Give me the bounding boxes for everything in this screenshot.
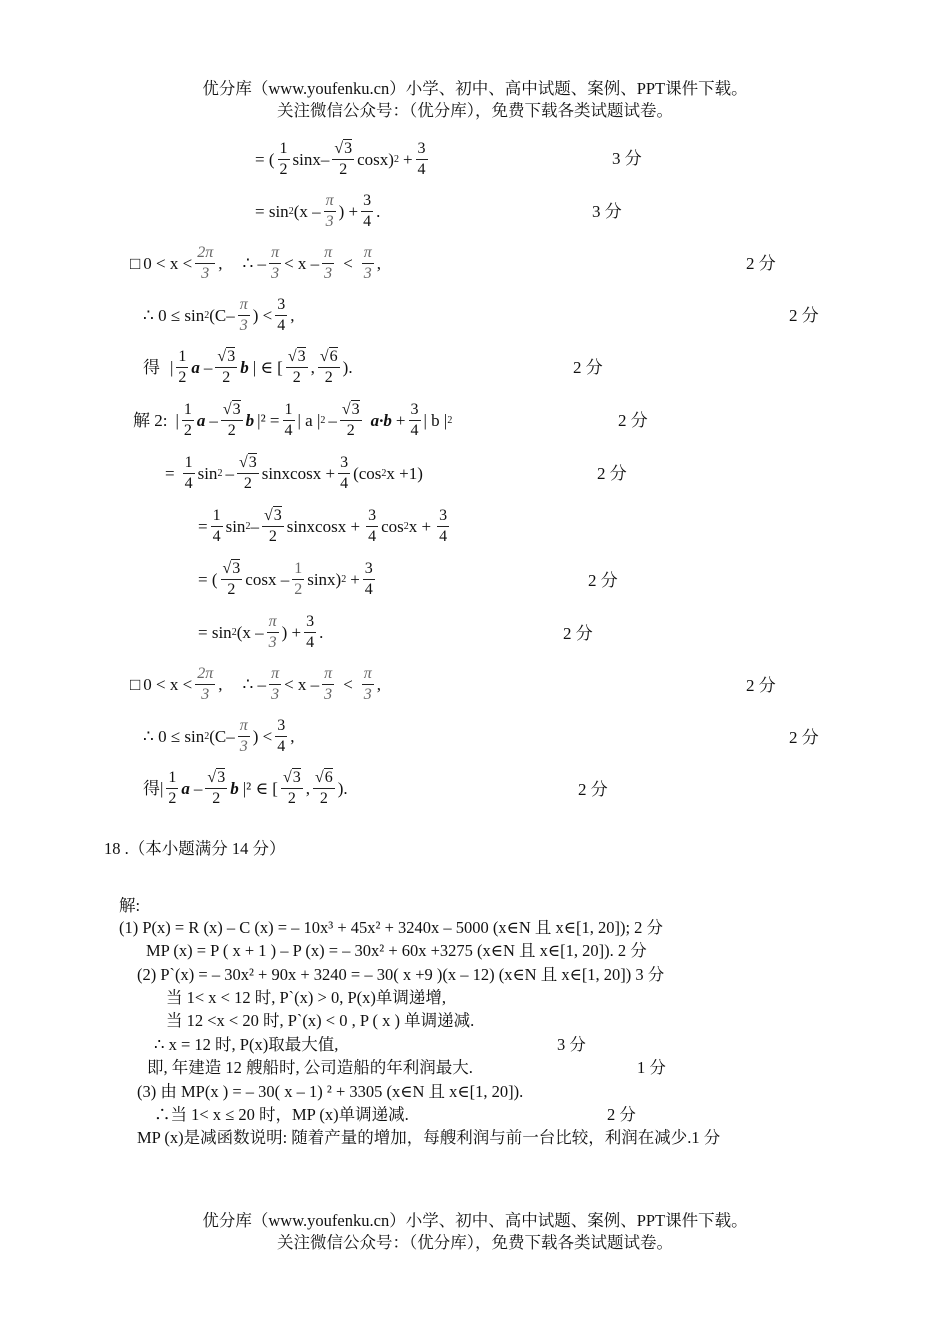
text: a (196, 411, 206, 430)
fraction: $\frac{3}{4}$ (363, 192, 372, 230)
text: , (305, 779, 310, 798)
text: , (376, 254, 382, 273)
page-header (0, 78, 950, 122)
fraction: $\frac{3}{4}$ (340, 454, 349, 492)
solution-line: 当 1< x < 12 时, P`(x) > 0, P(x)单调递增, (166, 988, 446, 1007)
text: ) + (281, 623, 302, 642)
text: sinx) (307, 570, 342, 589)
text: = (165, 464, 175, 483)
text: – (193, 779, 203, 798)
text: |² ∈ [ (242, 779, 278, 798)
fraction: $\frac{√3}{2}$ (222, 560, 241, 598)
fraction: $\frac{1}{4}$ (184, 454, 193, 492)
fraction: $\frac{3}{4}$ (368, 507, 377, 545)
fraction: $\frac{3}{4}$ (410, 401, 419, 439)
fraction: $\frac{1}{4}$ (212, 507, 221, 545)
eq-row-7: = $\frac{1}{4}$ sin 2 – $\frac{√3}{2}$ sinxcosx + $\frac{3}{4}$ (cos 2 x +1) (165, 454, 423, 492)
text: + (350, 570, 360, 589)
fraction: $\frac{√3}{2}$ (217, 348, 236, 386)
text: ). (342, 358, 353, 377)
fraction: $\frac{\pi}{3}$ (239, 296, 248, 334)
eq-row-8: = $\frac{1}{4}$ sin 2 – $\frac{√3}{2}$ sinxcosx + $\frac{3}{4}$ cos 2 x + $\frac{3}{4}$ (198, 507, 448, 545)
fraction: $\frac{3}{4}$ (277, 717, 286, 755)
fraction: $\frac{3}{4}$ (439, 507, 448, 545)
fraction: $\frac{\pi}{3}$ (324, 665, 333, 703)
fraction: $\frac{\pi}{3}$ (363, 665, 372, 703)
solution-line: (3) 由 MP(x ) = – 30( x – 1) ² + 3305 (x∈N 且 x∈[1, 20]). (137, 1082, 524, 1101)
solution-line: ∴ x = 12 时, P(x)取最大值, (154, 1035, 339, 1054)
fraction: $\frac{3}{4}$ (306, 613, 315, 651)
fraction: $\frac{2\pi}{3}$ (197, 665, 214, 703)
text: = ( (255, 150, 275, 169)
text: b (230, 779, 239, 798)
fraction: $\frac{3}{4}$ (417, 140, 426, 178)
text: , (290, 306, 295, 325)
fraction: $\frac{\pi}{3}$ (271, 665, 280, 703)
fraction: $\frac{√3}{2}$ (282, 769, 301, 807)
text: , (218, 675, 223, 694)
header-line-2: 关注微信公众号：（优分库），免费下载各类试题试卷。 (277, 101, 673, 120)
text: cosx – (245, 570, 290, 589)
text: ) < (252, 727, 273, 746)
score: 3 分 (557, 1035, 586, 1054)
fraction: $\frac{√3}{2}$ (287, 348, 306, 386)
score: 1 分 (637, 1058, 666, 1077)
text: < x – (284, 254, 320, 273)
text: ∴ – (242, 675, 267, 694)
score: 3 分 (612, 149, 642, 168)
fraction: $\frac{\pi}{3}$ (268, 613, 277, 651)
text: , (290, 727, 295, 746)
solution-line: (1) P(x) = R (x) – C (x) = – 10x³ + 45x² + 3240x – 5000 (x∈N 且 x∈[1, 20]); 2 分 (119, 918, 664, 937)
eq-row-6: 解 2: | $\frac{1}{2}$ a – $\frac{√3}{2}$ b |² = $\frac{1}{4}$ | a | 2 – $\frac{√3}{2}$ a·b + $\frac{3}{4}$ | b | 2 (133, 401, 453, 439)
text: ∴ 0 ≤ sin (143, 727, 205, 746)
score: 2 分 (746, 254, 776, 273)
eq-row-9: = ( $\frac{√3}{2}$ cosx – $\frac{1}{2}$ sinx) 2 + $\frac{3}{4}$ (198, 560, 373, 598)
solution-label: 解: (119, 896, 141, 915)
eq-row-11 (130, 665, 381, 704)
text: 解 2: (133, 411, 168, 430)
text: b (245, 411, 255, 430)
text: ). (337, 779, 348, 798)
text: + (395, 411, 406, 430)
fraction: $\frac{√3}{2}$ (263, 507, 282, 545)
text: – (203, 358, 213, 377)
text: – (225, 464, 234, 483)
score: 2 分 (607, 1105, 636, 1124)
text: ) < (252, 306, 273, 325)
text: = sin (198, 623, 232, 642)
score: 2 分 (746, 676, 776, 695)
fraction: $\frac{√6}{2}$ (319, 348, 338, 386)
text: □ (130, 675, 141, 694)
fraction: $\frac{√3}{2}$ (334, 140, 353, 178)
fraction: $\frac{√3}{2}$ (222, 401, 241, 439)
page-footer (0, 1210, 950, 1254)
text: |² = (257, 411, 280, 430)
fraction: $\frac{√6}{2}$ (314, 769, 333, 807)
fraction: $\frac{1}{2}$ (183, 401, 192, 439)
text: – (250, 517, 259, 536)
text: b (240, 358, 249, 377)
text: ) + (338, 202, 359, 221)
question-18-title: 18 .（本小题满分 14 分） (104, 839, 286, 858)
score: 2 分 (618, 411, 648, 430)
solution-line: MP (x) = P ( x + 1 ) – P (x) = – 30x² + 60x +3275 (x∈N 且 x∈[1, 20]). 2 分 (146, 941, 647, 960)
text: – (328, 411, 337, 430)
footer-line-2: 关注微信公众号：（优分库），免费下载各类试题试卷。 (277, 1233, 673, 1252)
text: . (319, 623, 324, 642)
fraction: $\frac{1}{2}$ (279, 140, 288, 178)
solution-line: 当 12 <x < 20 时, P`(x) < 0 , P ( x ) 单调递减. (166, 1011, 475, 1030)
text: x + (408, 517, 432, 536)
eq-row-3 (130, 244, 381, 283)
text: = ( (198, 570, 218, 589)
text: < x – (284, 675, 320, 694)
eq-row-1: = ( $\frac{1}{2}$ sinx– $\frac{√3}{2}$ cosx) 2 + $\frac{3}{4}$ (255, 140, 426, 178)
score: 2 分 (597, 464, 627, 483)
text: sin (225, 517, 246, 536)
text: | (160, 779, 164, 798)
fraction: $\frac{1}{4}$ (284, 401, 293, 439)
text: < (343, 254, 353, 273)
solution-line: ∴当 1< x ≤ 20 时，MP (x)单调递减. (154, 1105, 409, 1124)
text: | a | (297, 411, 321, 430)
text: , (310, 358, 315, 377)
text: . (376, 202, 381, 221)
eq-row-5 (143, 348, 353, 387)
text: sinx– (292, 150, 330, 169)
text: = sin (255, 202, 289, 221)
text: □ (130, 254, 141, 273)
text: sinxcosx + (261, 464, 336, 483)
solution-line: 即, 年建造 12 艘船时, 公司造船的年利润最大. (147, 1058, 473, 1077)
text: x +1) (386, 464, 423, 483)
fraction: $\frac{√3}{2}$ (341, 401, 360, 439)
text: | (175, 411, 179, 430)
text: (cos (353, 464, 382, 483)
text: = (198, 517, 208, 536)
score: 2 分 (588, 571, 618, 590)
text: cosx) (357, 150, 394, 169)
score: 3 分 (592, 202, 622, 221)
fraction: $\frac{3}{4}$ (277, 296, 286, 334)
text: | b | (423, 411, 448, 430)
fraction: $\frac{\pi}{3}$ (239, 717, 248, 755)
text: 得 (143, 779, 160, 798)
fraction: $\frac{√3}{2}$ (238, 454, 257, 492)
fraction: $\frac{1}{2}$ (168, 769, 177, 807)
text: < (343, 675, 353, 694)
text: 得 (143, 358, 160, 377)
text: a·b (370, 411, 392, 430)
text: sinxcosx + (286, 517, 361, 536)
text: (C– (209, 306, 235, 325)
fraction: $\frac{\pi}{3}$ (325, 192, 334, 230)
fraction: $\frac{3}{4}$ (364, 560, 373, 598)
text: , (218, 254, 223, 273)
fraction: $\frac{\pi}{3}$ (324, 244, 333, 282)
text: a (191, 358, 200, 377)
text: | ∈ [ (252, 358, 283, 377)
text: | (170, 358, 174, 377)
eq-row-4: ∴ 0 ≤ sin 2 (C– $\frac{\pi}{3}$ ) < $\frac{3}{4}$ , (143, 296, 295, 334)
fraction: $\frac{2\pi}{3}$ (197, 244, 214, 282)
eq-row-13 (143, 769, 348, 808)
text: cos (381, 517, 404, 536)
header-line-1: 优分库（www.youfenku.cn）小学、初中、高中试题、案例、PPT课件下载。 (202, 79, 748, 98)
text: – (209, 411, 218, 430)
text: + (402, 150, 413, 169)
text: 0 < x < (143, 675, 193, 694)
fraction: $\frac{1}{2}$ (178, 348, 187, 386)
fraction: $\frac{√3}{2}$ (207, 769, 226, 807)
solution-line: MP (x)是减函数说明: 随着产量的增加，每艘利润与前一台比较，利润在减少.1 分 (137, 1128, 721, 1147)
fraction: $\frac{\pi}{3}$ (271, 244, 280, 282)
text: , (376, 675, 382, 694)
text: (x – (293, 202, 321, 221)
text: sin (197, 464, 218, 483)
text: a (181, 779, 190, 798)
score: 2 分 (789, 728, 819, 747)
text: ∴ 0 ≤ sin (143, 306, 205, 325)
solution-line: (2) P`(x) = – 30x² + 90x + 3240 = – 30( x +9 )(x – 12) (x∈N 且 x∈[1, 20]) 3 分 (137, 965, 665, 984)
fraction: $\frac{\pi}{3}$ (363, 244, 372, 282)
fraction: $\frac{1}{2}$ (294, 560, 303, 598)
eq-row-10: = sin 2 (x – $\frac{\pi}{3}$ ) + $\frac{3}{4}$ . (198, 613, 324, 651)
text: (x – (236, 623, 264, 642)
eq-row-12: ∴ 0 ≤ sin 2 (C– $\frac{\pi}{3}$ ) < $\frac{3}{4}$ , (143, 717, 295, 755)
text: 0 < x < (143, 254, 193, 273)
text: (C– (209, 727, 235, 746)
text: ∴ – (242, 254, 267, 273)
eq-row-2: = sin 2 (x – $\frac{\pi}{3}$ ) + $\frac{3}{4}$ . (255, 192, 381, 230)
footer-line-1: 优分库（www.youfenku.cn）小学、初中、高中试题、案例、PPT课件下载。 (202, 1211, 748, 1230)
score: 2 分 (578, 780, 608, 799)
score: 2 分 (789, 306, 819, 325)
score: 2 分 (563, 624, 593, 643)
score: 2 分 (573, 358, 603, 377)
